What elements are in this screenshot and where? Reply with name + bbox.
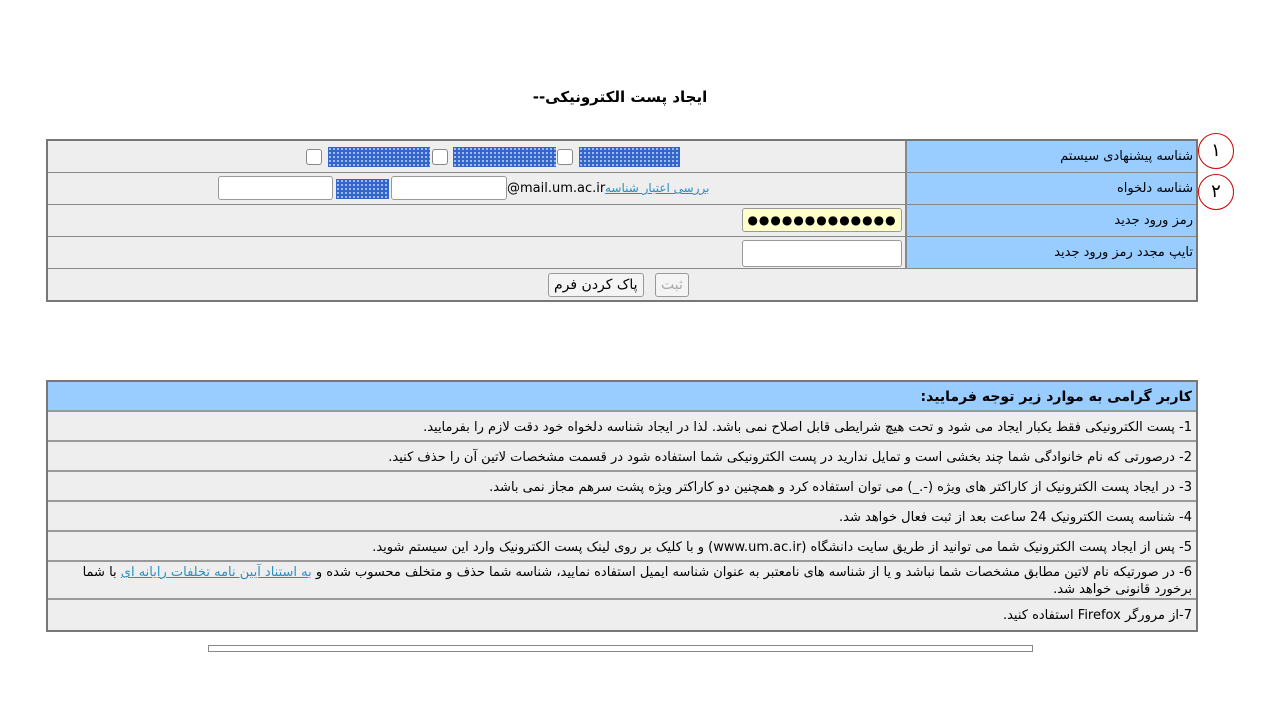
desired-id-row <box>48 173 1196 205</box>
email-form <box>46 139 1198 302</box>
redacted-option <box>453 147 556 167</box>
redacted-option <box>328 147 430 167</box>
desired-id-input-2[interactable] <box>218 176 333 200</box>
domain-suffix: @mail.um.ac.ir <box>507 181 606 196</box>
suggested-id-row <box>48 141 1196 173</box>
suggested-id-label: شناسه پیشنهادی سیستم <box>905 141 1196 172</box>
note-item: 4- شناسه پست الکترونیک 24 ساعت بعد از ثبت فعال خواهد شد. <box>48 502 1196 532</box>
retype-password-row <box>48 237 1196 269</box>
check-id-link[interactable]: بررسی اعتبار شناسه <box>605 181 710 195</box>
note-item: 1- پست الکترونیکی فقط یکبار ایجاد می شود و تحت هیچ شرایطی قابل اصلاح نمی باشد. لذا در ایجاد شناسه دلخواه خود دقت لازم را بفرمایید. <box>48 412 1196 442</box>
suggested-id-checkbox[interactable] <box>432 149 448 165</box>
new-password-input[interactable]: ●●●●●●●●●●●●● <box>742 208 902 232</box>
buttons-row <box>48 269 1196 300</box>
redacted-option <box>579 147 680 167</box>
note-item-6 <box>48 562 1196 600</box>
note-item: 3- در ایجاد پست الکترونیک از کاراکتر های ویژه (-._) می توان استفاده کرد و همچنین دو کاراکتر ویژه پشت سرهم مجاز نمی باشد. <box>48 472 1196 502</box>
notes-header: کاربر گرامی به موارد زیر توجه فرمایید: <box>48 382 1196 412</box>
new-password-label: رمز ورود جدید <box>905 205 1196 236</box>
note-item: 5- پس از ایجاد پست الکترونیک شما می توانید از طریق سایت دانشگاه (www.um.ac.ir) و با کلیک بر روی لینک پست الکترونیک وارد این سیستم شوید. <box>48 532 1196 562</box>
new-password-row <box>48 205 1196 237</box>
page-title: ایجاد پست الکترونیکی-- <box>532 88 708 106</box>
regulation-link[interactable]: به استناد آیین نامه تخلفات رایانه ای <box>120 565 312 580</box>
redacted-text <box>336 179 389 199</box>
note-item: 2- درصورتی که نام خانوادگی شما چند بخشی است و تمایل ندارید در پست الکترونیکی شما استفاده شود در قسمت مشخصات لاتین آن را حذف کنید. <box>48 442 1196 472</box>
note-6-text: 6- در صورتیکه نام لاتین مطابق مشخصات شما نباشد و یا از شناسه های نامعتبر به عنوان شناسه ایمیل استفاده نمایید، شناسه شما حذف و متخلف محسوب شده و <box>311 565 1192 580</box>
annotation-2: ٢ <box>1198 174 1234 210</box>
horizontal-scrollbar[interactable] <box>208 645 1033 652</box>
notes-table <box>46 380 1198 632</box>
annotation-1: ١ <box>1198 133 1234 169</box>
retype-password-input[interactable] <box>742 240 902 267</box>
suggested-id-checkbox[interactable] <box>557 149 573 165</box>
submit-button[interactable]: ثبت <box>655 273 689 297</box>
suggested-id-checkbox[interactable] <box>306 149 322 165</box>
retype-password-label: تایپ مجدد رمز ورود جدید <box>905 237 1196 268</box>
note-item: 7-از مرورگر Firefox استفاده کنید. <box>1002 608 1192 623</box>
desired-id-input[interactable] <box>391 176 507 200</box>
note-6-tail: با شما برخورد قانونی خواهد شد. <box>82 565 1192 597</box>
desired-id-label: شناسه دلخواه <box>905 173 1196 204</box>
clear-form-button[interactable]: پاک کردن فرم <box>548 273 644 297</box>
